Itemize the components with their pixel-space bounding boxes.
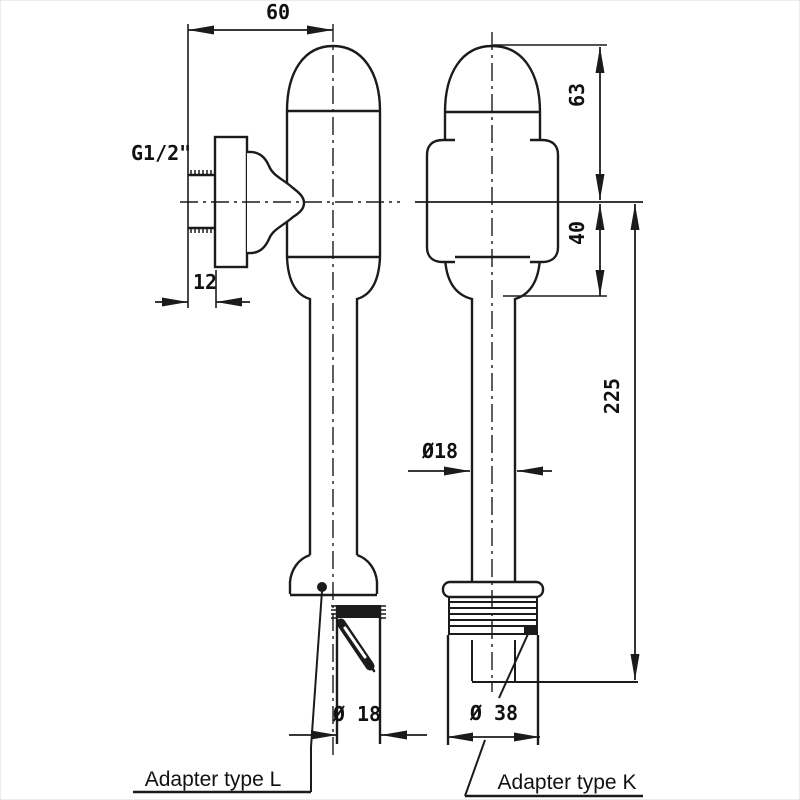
dim-40-value: 40 xyxy=(565,220,589,246)
dim-d38-value: Ø 38 xyxy=(469,701,519,725)
callout-adapter-l xyxy=(133,591,322,792)
dim-d18l-value: Ø 18 xyxy=(332,702,382,726)
dim-12-value: 12 xyxy=(192,270,218,294)
dim-60-arrow-right xyxy=(307,26,333,35)
dim-60-arrow-left xyxy=(188,26,214,35)
handle-bulge-left xyxy=(427,140,455,262)
dim-40-arrow-top xyxy=(596,204,605,230)
adapter-k-thread-runout xyxy=(524,627,538,634)
left-valve-cap-right xyxy=(357,257,380,555)
dim-12-arrow-left xyxy=(162,298,188,307)
bell-left xyxy=(290,555,310,594)
dim-d18r-value: Ø18 xyxy=(421,439,459,463)
adapter-k-leader-diagonal xyxy=(499,634,528,698)
adapter-l-leader-line xyxy=(311,591,322,792)
dim-225-value: 225 xyxy=(600,377,624,415)
dim-12-arrow-right xyxy=(216,298,242,307)
bell-right xyxy=(357,555,377,594)
dim-225-arrow-bottom xyxy=(631,654,640,680)
adapter-l-seal-band xyxy=(337,605,380,618)
dim-d38-arrow-left xyxy=(447,733,473,742)
dim-40-arrow-bottom xyxy=(596,270,605,296)
left-valve xyxy=(188,46,380,595)
right-valve-cap-left xyxy=(445,257,472,582)
dim-60-value: 60 xyxy=(265,0,291,24)
leader-dot xyxy=(317,582,327,592)
dim-225-arrow-top xyxy=(631,204,640,230)
dim-225 xyxy=(600,204,640,680)
dim-12 xyxy=(155,270,250,308)
label-g-half-inch: G1/2" xyxy=(131,141,192,165)
label-adapter-type-k: Adapter type K xyxy=(497,771,637,794)
dim-diameter-18-left xyxy=(289,702,427,740)
adapter-k-flange xyxy=(443,582,543,597)
right-valve-cap-right xyxy=(515,257,540,582)
dim-d18r-arrow-right xyxy=(517,467,543,476)
dim-63-value: 63 xyxy=(565,82,589,108)
dim-diameter-18-right xyxy=(408,439,552,476)
label-adapter-type-l: Adapter type L xyxy=(144,768,282,791)
callout-adapter-k xyxy=(465,740,643,796)
left-valve-cap-left xyxy=(287,257,310,555)
adapter-k-leader-line xyxy=(465,740,485,796)
dim-d18l-arrow-right xyxy=(381,731,407,740)
dim-63-arrow-top xyxy=(596,47,605,73)
dim-63-arrow-bottom xyxy=(596,174,605,200)
adapter-l-spring-clip xyxy=(341,623,374,671)
dim-diameter-38 xyxy=(447,701,540,742)
handle-bulge-right xyxy=(530,140,558,262)
dim-d38-arrow-right xyxy=(514,733,540,742)
dim-d18r-arrow-left xyxy=(444,467,470,476)
